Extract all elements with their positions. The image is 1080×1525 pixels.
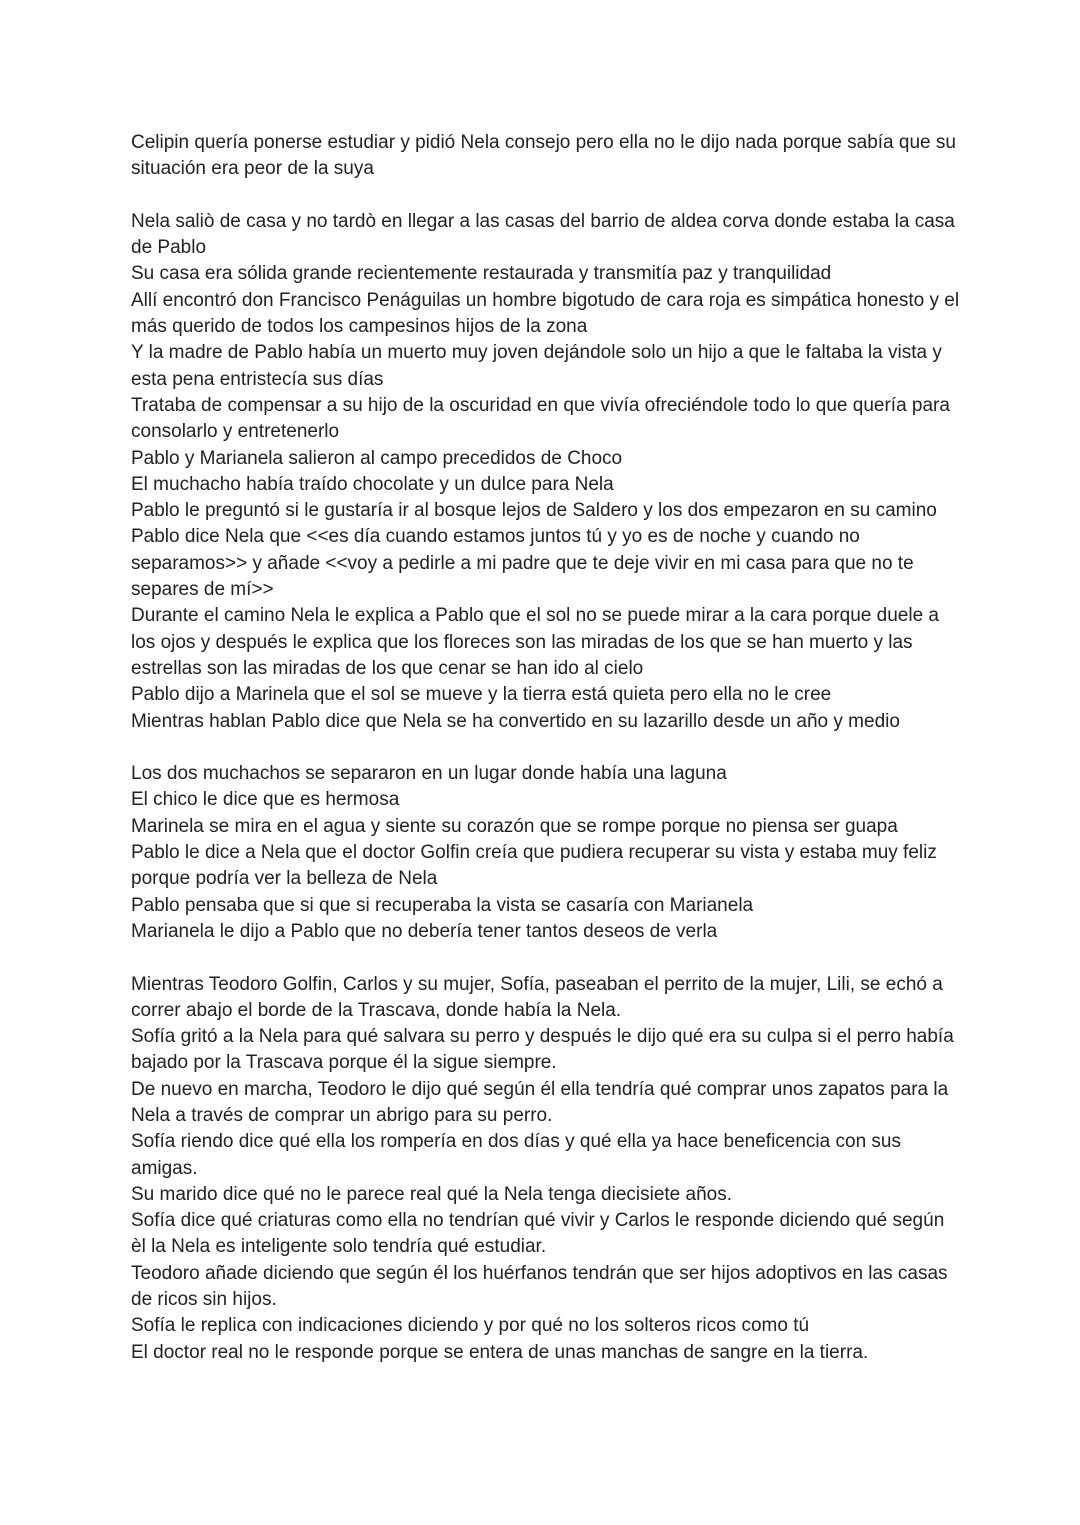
text-line: Pablo dice Nela que <<es día cuando estamos juntos tú y yo es de noche y cuando no separamos>> y añade <<voy a pedirle a mi padre que te deje vivir en mi casa para que no te separes de mí>>	[131, 526, 914, 601]
text-line: Su marido dice qué no le parece real qué la Nela tenga diecisiete años.	[131, 1183, 732, 1205]
text-line: Mientras hablan Pablo dice que Nela se ha convertido en su lazarillo desde un año y medio	[131, 710, 900, 732]
text-line: Allí encontró don Francisco Penáguilas un hombre bigotudo de cara roja es simpática honesto y el más querido de todos los campesinos hijos de la zona	[131, 289, 960, 338]
text-line: Pablo le dice a Nela que el doctor Golfin creía que pudiera recuperar su vista y estaba muy feliz porque podría ver la belleza de Nela	[131, 842, 937, 890]
paragraph-3	[131, 761, 961, 945]
text-line: Trataba de compensar a su hijo de la oscuridad en que vivía ofreciéndole todo lo que quería para consolarlo y entretenerlo	[131, 394, 950, 443]
text-line: Mientras Teodoro Golfin, Carlos y su mujer, Sofía, paseaban el perrito de la mujer, Lili, se echó a correr abajo el borde de la Trascava, donde había la Nela.	[131, 973, 943, 1021]
paragraph-1	[131, 130, 961, 183]
text-line: El chico le dice que es hermosa	[131, 789, 400, 811]
document-body	[131, 130, 961, 1392]
text-line: El doctor real no le responde porque se entera de unas manchas de sangre en la tierra.	[131, 1341, 869, 1363]
paragraph-2	[131, 209, 961, 735]
text-line: Pablo le preguntó si le gustaría ir al bosque lejos de Saldero y los dos empezaron en su camino	[131, 500, 937, 522]
text-line: Nela saliò de casa y no tardò en llegar a las casas del barrio de aldea corva donde estaba la casa de Pablo	[131, 210, 955, 259]
text-line: Sofía gritó a la Nela para qué salvara su perro y después le dijo qué era su culpa si el perro había bajado por la Trascava porque él la sigue siempre.	[131, 1026, 954, 1074]
text-line: Pablo y Marianela salieron al campo precedidos de Choco	[131, 447, 623, 469]
text-line: Celipin quería ponerse estudiar y pidió Nela consejo pero ella no le dijo nada porque sabía que su situación era peor de la suya	[131, 132, 956, 180]
text-line: El muchacho había traído chocolate y un dulce para Nela	[131, 473, 614, 495]
text-line: Durante el camino Nela le explica a Pablo que el sol no se puede mirar a la cara porque duele a los ojos y después le explica que los floreces son las miradas de los que se han muerto y las estrellas son las miradas de los que cenar se han ido al cielo	[131, 605, 939, 679]
text-line: Marianela le dijo a Pablo que no debería tener tantos deseos de verla	[131, 920, 718, 942]
text-line: Teodoro añade diciendo que según él los huérfanos tendrán que ser hijos adoptivos en las casas de ricos sin hijos.	[131, 1262, 948, 1311]
paragraph-4	[131, 972, 961, 1366]
text-line: Pablo pensaba que si que si recuperaba la vista se casaría con Marianela	[131, 894, 754, 916]
text-line: De nuevo en marcha, Teodoro le dijo qué según él ella tendría qué comprar unos zapatos para la Nela a través de comprar un abrigo para su perro.	[131, 1078, 949, 1126]
text-line: Los dos muchachos se separaron en un lugar donde había una laguna	[131, 763, 727, 785]
text-line: Su casa era sólida grande recientemente restaurada y transmitía paz y tranquilidad	[131, 263, 832, 285]
text-line: Pablo dijo a Marinela que el sol se mueve y la tierra está quieta pero ella no le cree	[131, 684, 832, 706]
text-line: Sofía riendo dice qué ella los rompería en dos días y qué ella ya hace beneficencia con sus amigas.	[131, 1131, 901, 1179]
text-line: Marinela se mira en el agua y siente su corazón que se rompe porque no piensa ser guapa	[131, 815, 898, 837]
text-line: Y la madre de Pablo había un muerto muy joven dejándole solo un hijo a que le faltaba la vista y esta pena entristecía sus días	[131, 342, 942, 390]
text-line: Sofía le replica con indicaciones diciendo y por qué no los solteros ricos como tú	[131, 1315, 810, 1337]
text-line: Sofía dice qué criaturas como ella no tendrían qué vivir y Carlos le responde diciendo qué según èl la Nela es inteligente solo tendría qué estudiar.	[131, 1210, 945, 1258]
